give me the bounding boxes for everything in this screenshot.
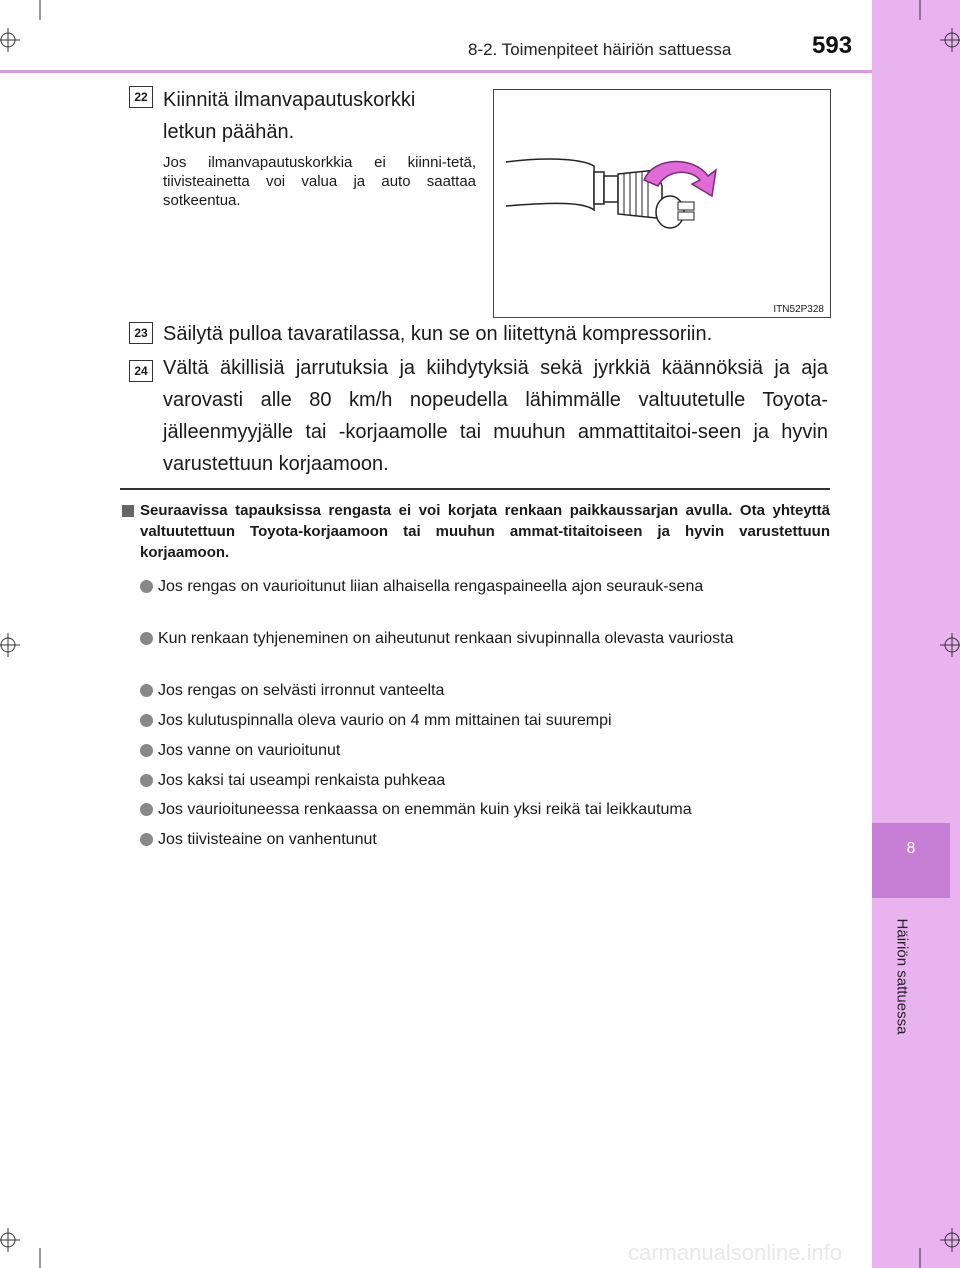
chapter-number: 8 — [906, 840, 916, 857]
step-badge-22: 22 — [129, 86, 153, 108]
list-item: Kun renkaan tyhjeneminen on aiheutunut renkaan sivupinnalla olevasta vauriosta — [140, 628, 830, 649]
section-title: 8-2. Toimenpiteet häiriön sattuessa — [468, 40, 732, 59]
notice-heading: Seuraavissa tapauksissa rengasta ei voi korjata renkaan paikkaussarjan avulla. Ota yhteyttä valtuutettuun Toyota-korjaamoon tai muuhun ammat-titaitoiseen ja hyvin varustettuun korjaamoon. — [140, 502, 830, 561]
list-item: Jos vanne on vaurioitunut — [140, 740, 830, 761]
step-22-note: Jos ilmanvapautuskorkkia ei kiinni-tetä, tiivisteainetta voi valua ja auto saattaa sotkeentua. — [163, 154, 476, 209]
list-item: Jos kulutuspinnalla oleva vaurio on 4 mm mittainen tai suurempi — [140, 710, 830, 731]
chapter-label: Häiriön sattuessa — [893, 918, 911, 1035]
step-23-text: Säilytä pulloa tavaratilassa, kun se on liitettynä kompressoriin. — [163, 323, 713, 345]
list-item: Jos kaksi tai useampi renkaista puhkeaa — [140, 770, 830, 791]
step-22-title-line1: Kiinnitä ilmanvapautuskorkki — [163, 89, 416, 111]
watermark: carmanualsonline.info — [628, 1240, 843, 1265]
page-number: 593 — [812, 32, 853, 59]
step-22-title-line2: letkun päähän. — [163, 121, 295, 143]
figure-code: ITN52P328 — [773, 304, 824, 315]
list-item: Jos rengas on selvästi irronnut vanteelta — [140, 680, 830, 701]
list-item: Jos tiivisteaine on vanhentunut — [140, 829, 830, 850]
step-badge-23: 23 — [129, 322, 153, 344]
list-item: Jos rengas on vaurioitunut liian alhaisella rengaspaineella ajon seurauk-sena — [140, 576, 830, 597]
step-24-text: Vältä äkillisiä jarrutuksia ja kiihdytyksiä sekä jyrkkiä käännöksiä ja aja varovasti alle 80 km/h nopeudella lähimmälle valtuutetulle Toyota-jälleenmyyjälle tai -korjaamolle tai muuhun ammattitaitoi-seen ja hyvin varustettuun korjaamoon. — [163, 357, 828, 475]
step-badge-24: 24 — [129, 360, 153, 382]
list-item: Jos vaurioituneessa renkaassa on enemmän kuin yksi reikä tai leikkautuma — [140, 799, 830, 820]
